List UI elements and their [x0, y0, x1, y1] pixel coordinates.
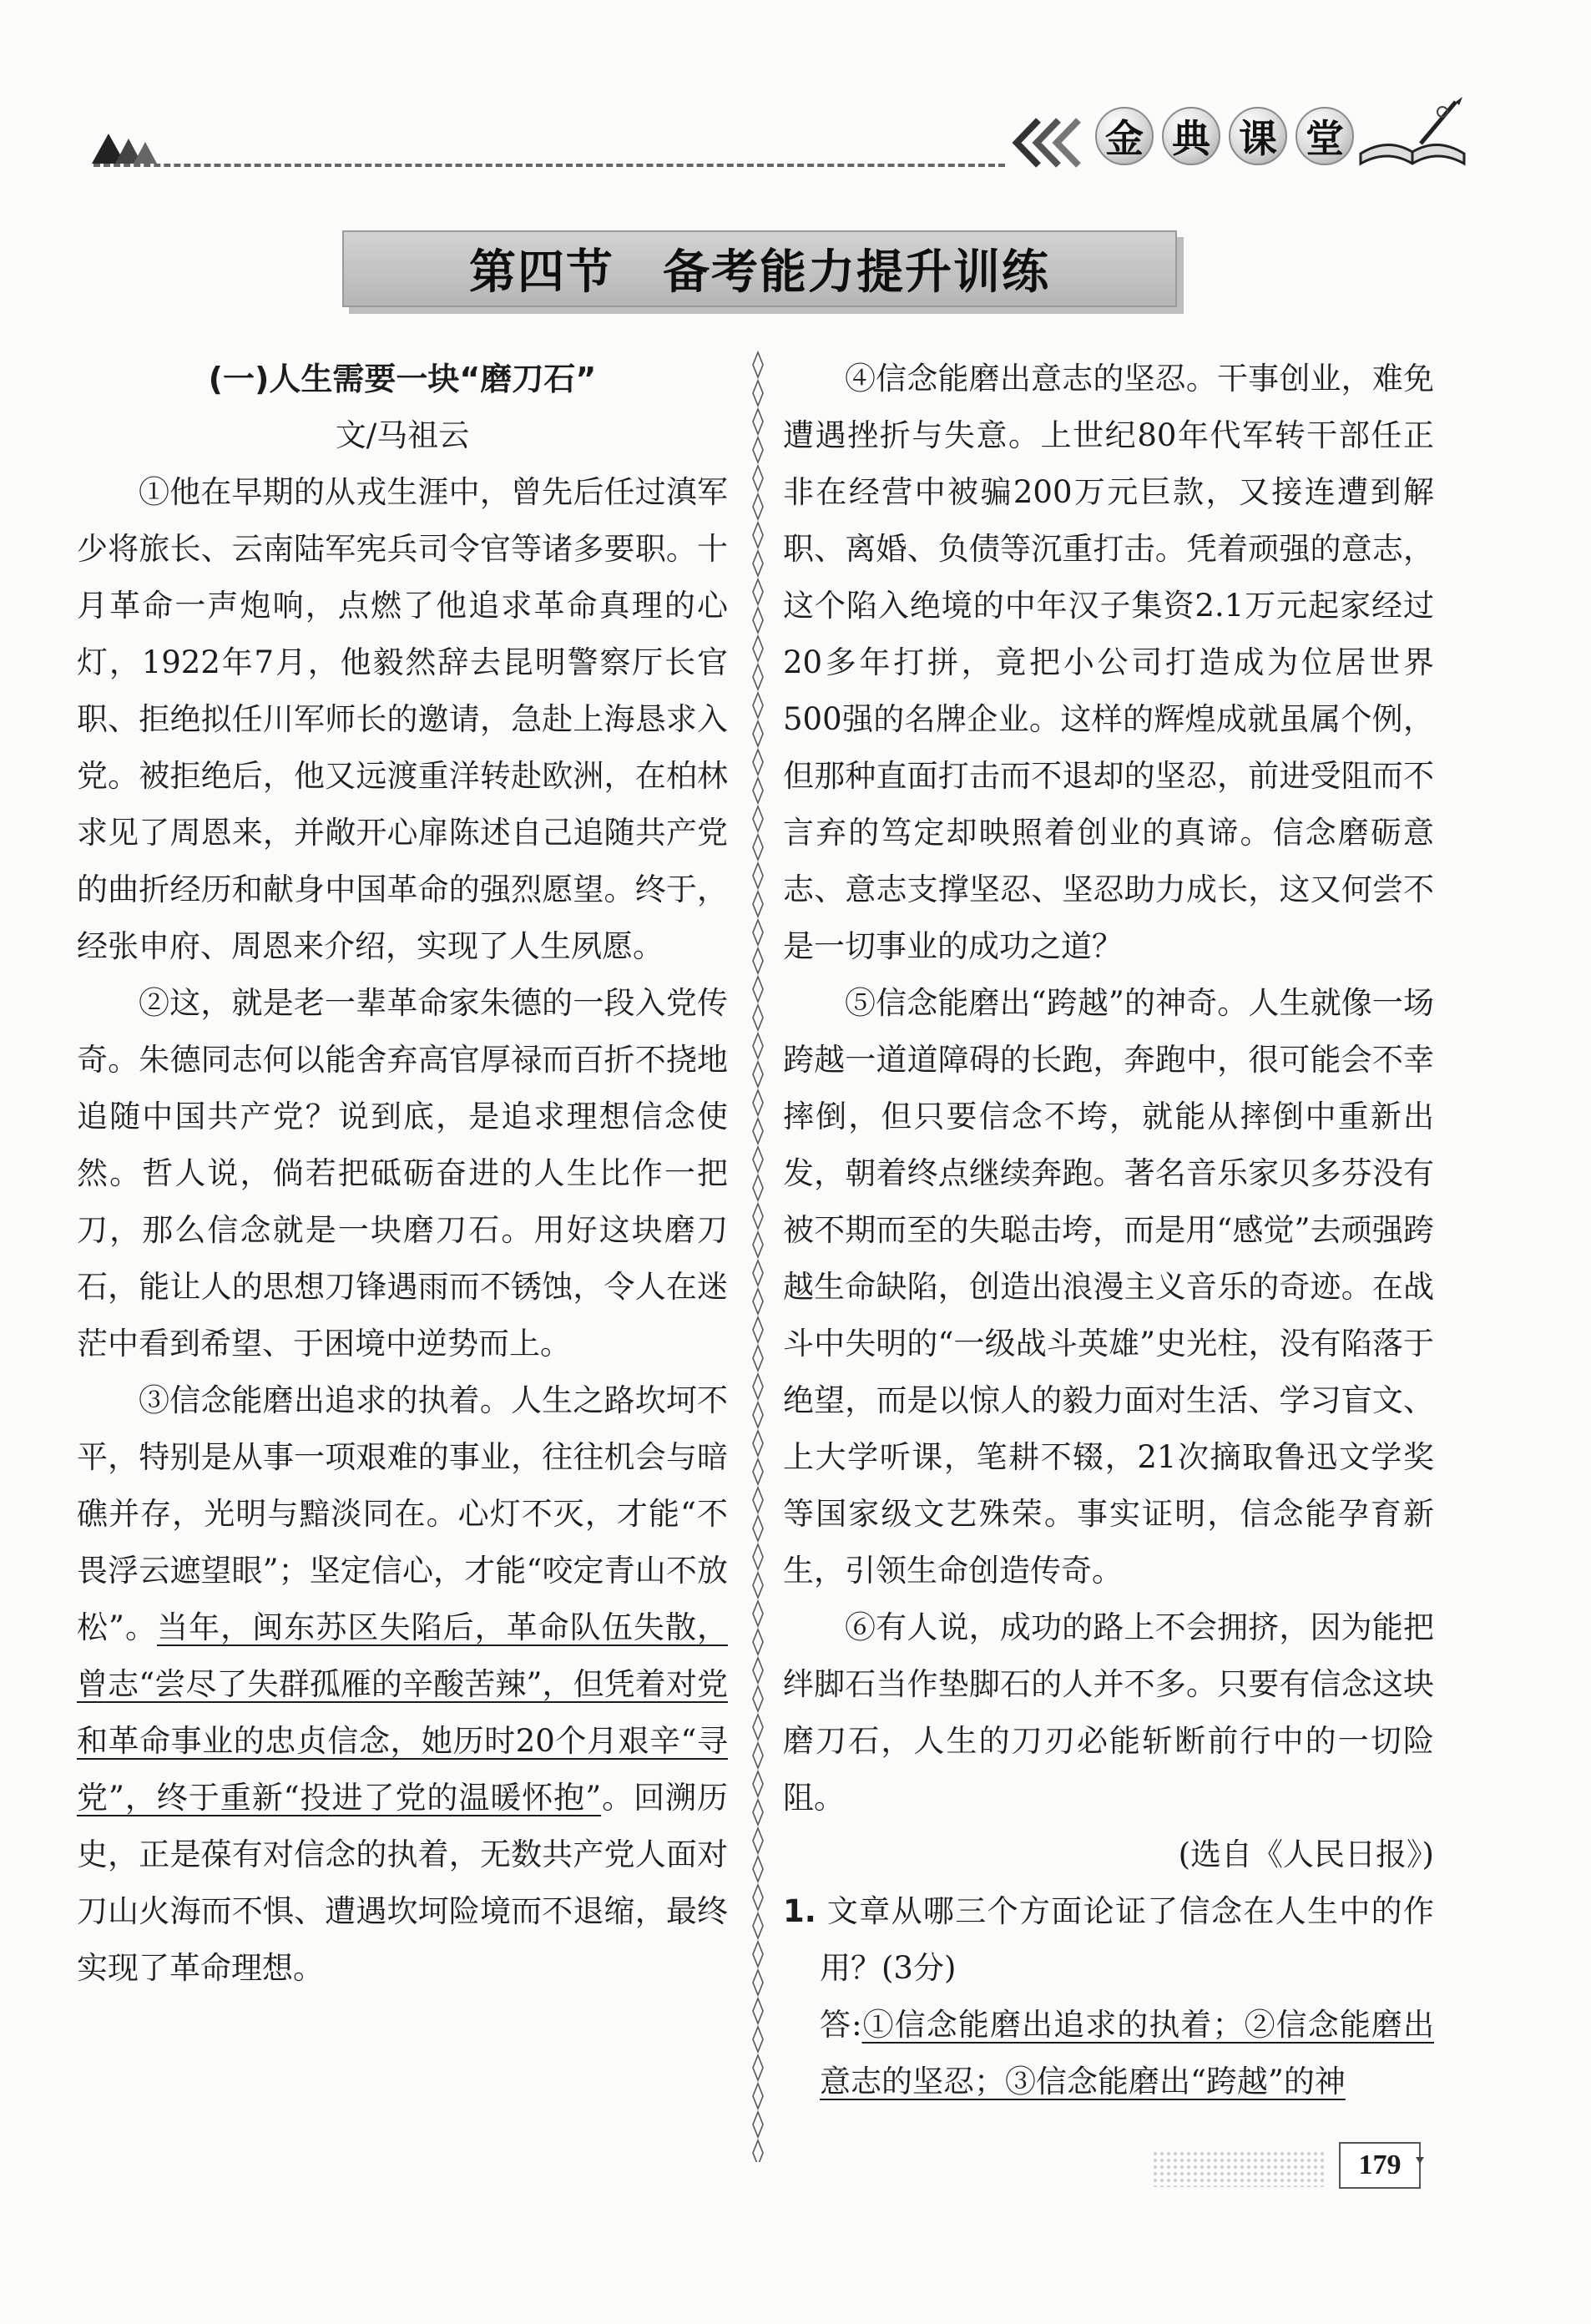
underlined-example: 当年，闽东苏区失陷后，革命队伍失散，曾志“尝尽了失群孤雁的辛酸苦辣”，但凭着对党和革命事业的忠贞信念，她历时20个月艰辛“寻党”，终于重新“投进了党的温暖怀抱”: [77, 1609, 728, 1816]
header-dashed-rule: [93, 164, 1005, 167]
article-heading: (一)人生需要一块“磨刀石”: [208, 361, 597, 397]
brand-char: 课: [1229, 107, 1287, 165]
paragraph-3-start: ③信念能磨出追求的执着。人生之路坎坷不平，特别是从事一项艰难的事业，往往机会与暗礁并存，光明与黯淡同在。心灯不灭，才能“不畏浮云遮望眼”；坚定信心，才能“咬定青山不放松”。: [77, 1382, 728, 1645]
page-number: 179: [1339, 2142, 1421, 2189]
paragraph-2: ②这，就是老一辈革命家朱德的一段入党传奇。朱德同志何以能舍弃高官厚禄而百折不挠地追随中国共产党？说到底，是追求理想信念使然。哲人说，倘若把砥砺奋进的人生比作一把刀，那么信念就是一块磨刀石。用好这块磨刀石，能让人的思想刀锋遇雨而不锈蚀，令人在迷茫中看到希望、于困境中逆势而上。: [77, 985, 728, 1362]
page-corner-icon: [1414, 2150, 1426, 2167]
paragraph-3-end: 。回溯历史，正是葆有对信念的执着，无数共产党人面对刀山火海而不惧、遭遇坎坷险境而不退缩，最终实现了革命理想。: [77, 1780, 728, 1986]
question-number: 1.: [783, 1893, 816, 1929]
brand-char: 典: [1162, 107, 1220, 165]
chevron-left-icon: [1010, 114, 1090, 172]
section-title: 第四节 备考能力提升训练: [342, 230, 1177, 307]
brand-char: 金: [1095, 107, 1154, 165]
brand-char: 堂: [1296, 107, 1354, 165]
paragraph-5: ⑤信念能磨出“跨越”的神奇。人生就像一场跨越一道道障碍的长跑，奔跑中，很可能会不幸摔倒，但只要信念不垮，就能从摔倒中重新出发，朝着终点继续奔跑。著名音乐家贝多芬没有被不期而至的失聪击垮，而是用“感觉”去顽强跨越生命缺陷，创造出浪漫主义音乐的奇迹。在战斗中失明的“一级战斗英雄”史光柱，没有陷落于绝望，而是以惊人的毅力面对生活、学习盲文、上大学听课，笔耕不辍，21次摘取鲁迅文学奖等国家级文艺殊荣。事实证明，信念能孕育新生，引领生命创造传奇。: [783, 985, 1434, 1589]
question-1: [783, 1883, 1434, 1997]
right-column: [783, 351, 1434, 2110]
article-author: 文/马祖云: [335, 417, 470, 453]
paragraph-6: ⑥有人说，成功的路上不会拥挤，因为能把绊脚石当作垫脚石的人并不多。只要有信念这块磨刀石，人生的刀刃必能斩断前行中的一切险阻。: [783, 1609, 1434, 1816]
header-triangles-icon: [90, 127, 165, 165]
brand-logo: [1095, 107, 1354, 165]
footer-dot-pattern: [1152, 2150, 1327, 2187]
question-text: 文章从哪三个方面论证了信念在人生中的作用？(3分): [820, 1893, 1435, 1986]
column-divider: [750, 351, 766, 2162]
article-source: (选自《人民日报》): [1178, 1836, 1434, 1872]
open-book-pen-icon: [1354, 93, 1471, 174]
paragraph-1: ①他在早期的从戎生涯中，曾先后任过滇军少将旅长、云南陆军宪兵司令官等诸多要职。十月革命一声炮响，点燃了他追求革命真理的心灯，1922年7月，他毅然辞去昆明警察厅长官职、拒绝拟任川军师长的邀请，急赴上海恳求入党。被拒绝后，他又远渡重洋转赴欧洲，在柏林求见了周恩来，并敞开心扉陈述自己追随共产党的曲折经历和献身中国革命的强烈愿望。终于，经张申府、周恩来介绍，实现了人生夙愿。: [77, 474, 728, 964]
paragraph-4: ④信念能磨出意志的坚忍。干事创业，难免遭遇挫折与失意。上世纪80年代军转干部任正非在经营中被骗200万元巨款，又接连遭到解职、离婚、负债等沉重打击。凭着顽强的意志，这个陷入绝境的中年汉子集资2.1万元起家经过20多年打拼，竟把小公司打造成为位居世界500强的名牌企业。这样的辉煌成就虽属个例，但那种直面打击而不退却的坚忍，前进受阻而不言弃的笃定却映照着创业的真谛。信念磨砺意志、意志支撑坚忍、坚忍助力成长，这又何尝不是一切事业的成功之道？: [783, 361, 1434, 964]
left-column: [77, 351, 728, 1997]
answer-prefix: 答:: [820, 2007, 862, 2043]
answer-text: ①信念能磨出追求的执着；②信念能磨出意志的坚忍；③信念能磨出“跨越”的神: [820, 2007, 1434, 2099]
paragraph-3: [77, 1372, 728, 1997]
answer-1: [783, 1997, 1434, 2110]
